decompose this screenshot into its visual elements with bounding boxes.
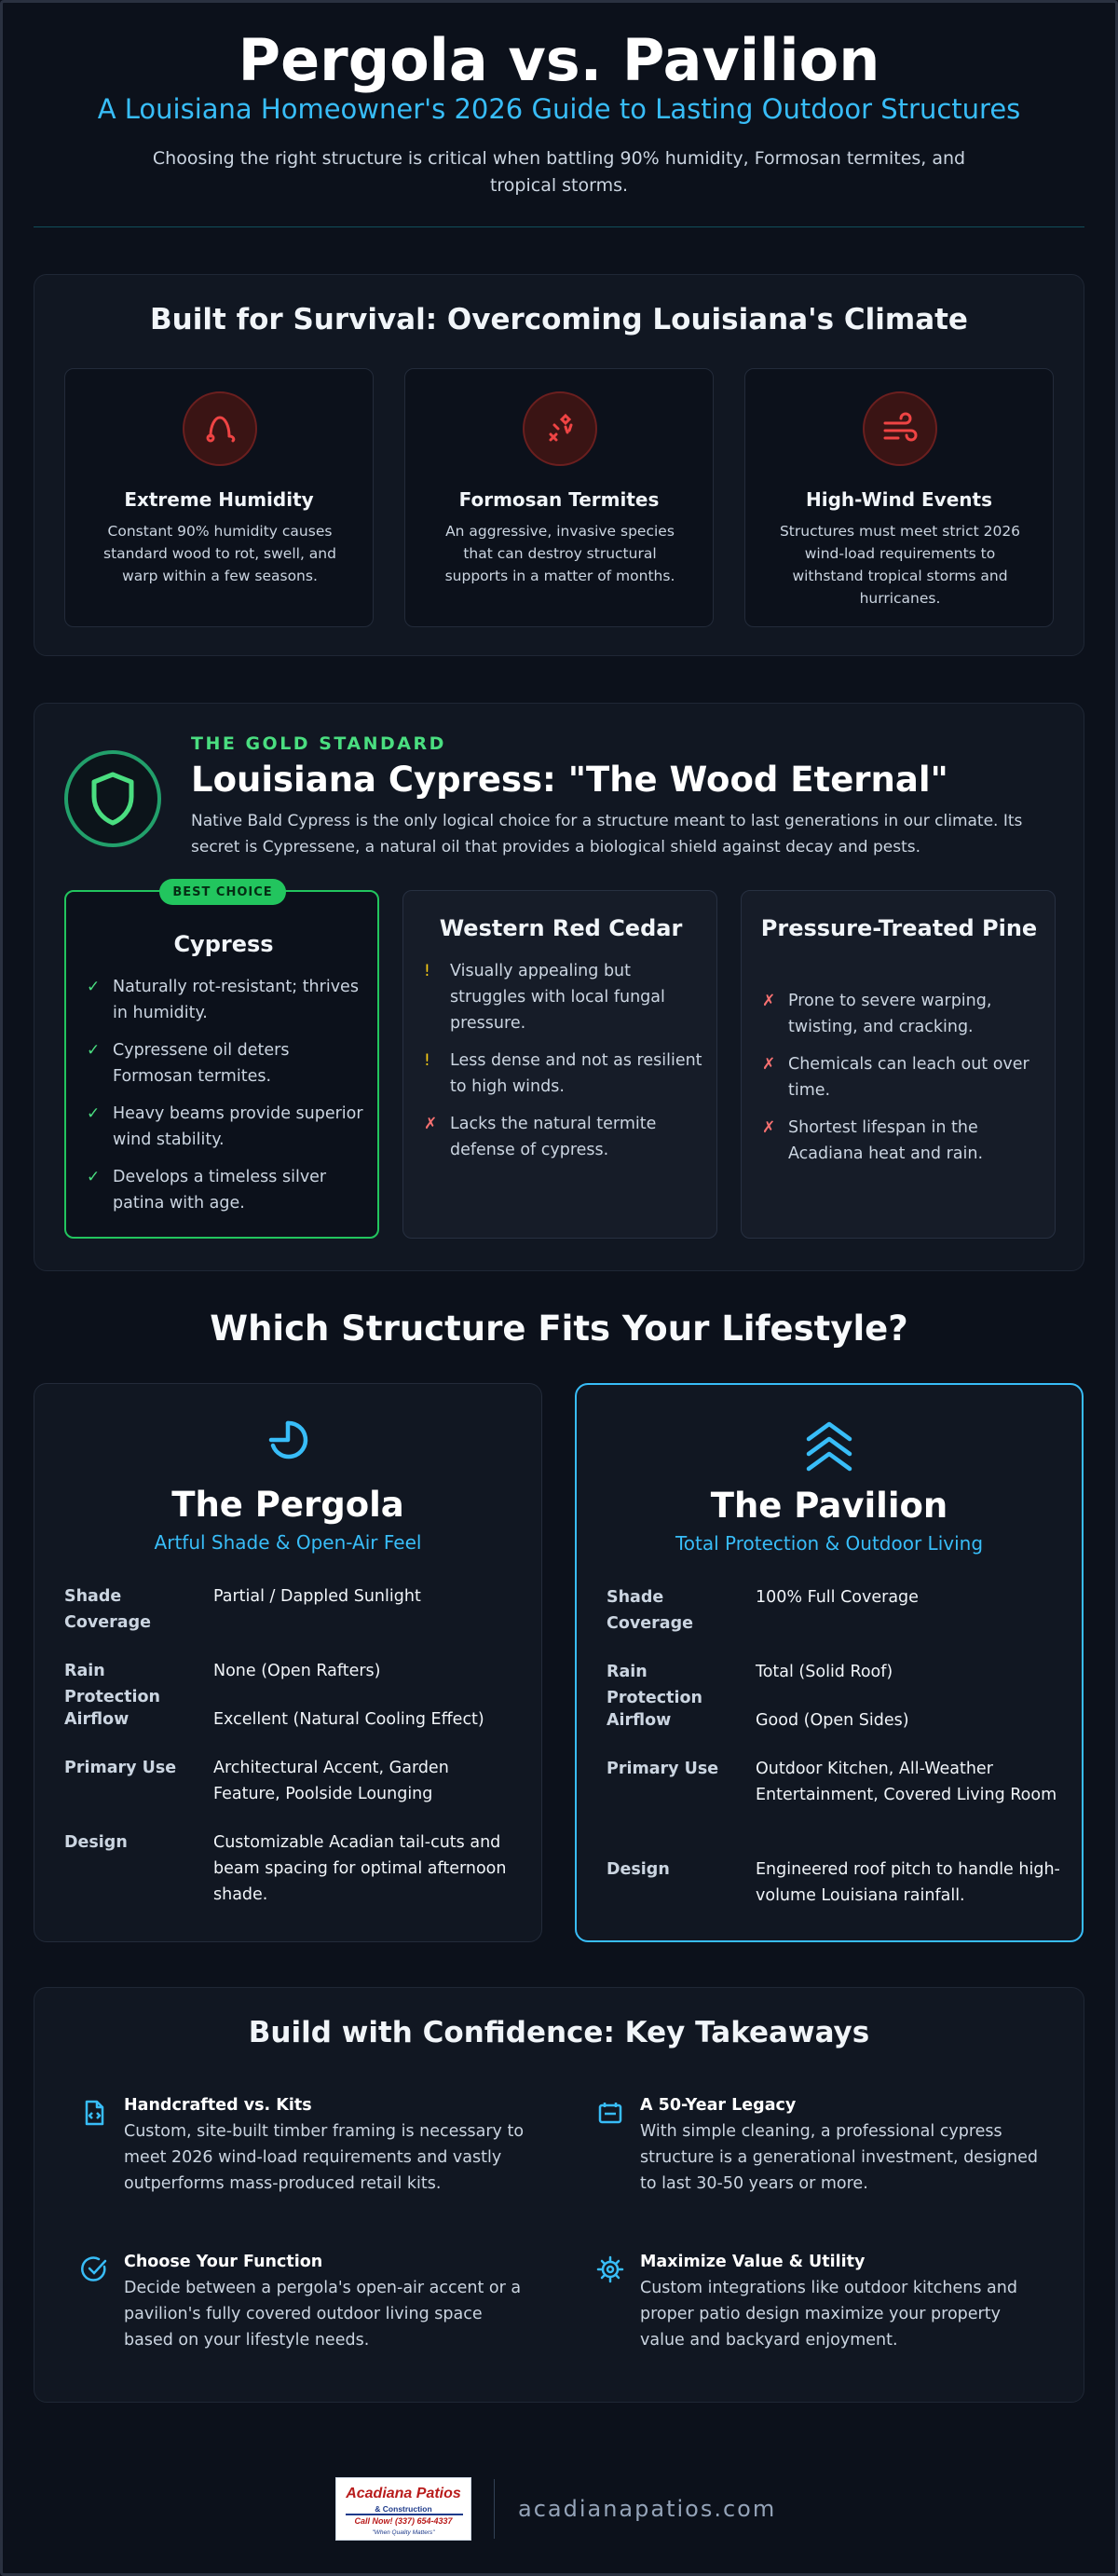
spec-value: Outdoor Kitchen, All-Weather Entertainment, Covered Living Room	[756, 1760, 1057, 1804]
spec-value: Customizable Acadian tail-cuts and beam spacing for optimal afternoon shade.	[213, 1833, 507, 1904]
company-logo: Acadiana Patios & Construction Call Now! (337) 654-4337 "When Quality Matters"	[335, 2477, 471, 2541]
spec-label: Airflow	[607, 1711, 672, 1730]
list-item: ✓ Naturally rot-resistant; thrives in humidity.	[87, 974, 366, 1026]
humidity-icon	[183, 391, 257, 466]
footer-divider	[494, 2479, 495, 2539]
climate-card-humidity	[64, 368, 374, 627]
spec-label: Shade Coverage	[607, 1588, 693, 1633]
takeaway-desc: Decide between a pergola's open-air accent or a pavilion's fully covered outdoor living space based on your lifestyle needs.	[124, 2279, 522, 2350]
wood-card-cedar	[402, 890, 717, 1239]
file-code-icon	[79, 2098, 109, 2128]
check-circle-icon	[79, 2254, 109, 2284]
wood-cons-list	[424, 958, 703, 1174]
climate-panel	[34, 274, 1084, 656]
spec-value: Architectural Accent, Garden Feature, Poolside Lounging	[213, 1759, 449, 1803]
page-intro: Choosing the right structure is critical when battling 90% humidity, Formosan termites, and tropical storms.	[152, 148, 966, 196]
spec-value: 100% Full Coverage	[756, 1588, 919, 1607]
calendar-icon	[595, 2098, 625, 2128]
wood-cons-list	[762, 988, 1042, 1178]
spec-label: Design	[64, 1833, 128, 1852]
website-link[interactable]: acadianapatios.com	[518, 2496, 777, 2522]
check-icon: ✓	[87, 1104, 101, 1123]
cross-icon: ✗	[762, 1118, 776, 1137]
spec-label: Design	[607, 1860, 670, 1879]
pavilion-icon	[577, 1418, 1082, 1474]
takeaway-desc: Custom, site-built timber framing is necessary to meet 2026 wind-load requirements and vastly outperforms mass-produced retail kits.	[124, 2122, 525, 2193]
pavilion-name: The Pavilion	[710, 1486, 948, 1526]
climate-title: Built for Survival: Overcoming Louisiana's Climate	[150, 303, 968, 336]
spec-value: Good (Open Sides)	[756, 1711, 909, 1730]
cross-icon: ✗	[762, 992, 776, 1010]
pergola-icon	[34, 1418, 541, 1462]
pergola-card	[34, 1383, 542, 1942]
warning-icon: !	[424, 1051, 430, 1070]
climate-card-title: Extreme Humidity	[124, 488, 314, 511]
wood-name: Western Red Cedar	[439, 915, 683, 941]
shield-icon	[64, 750, 161, 847]
gear-icon	[595, 2254, 625, 2284]
spec-label: Primary Use	[607, 1760, 719, 1778]
takeaway-title: Maximize Value & Utility	[640, 2253, 866, 2271]
cypress-eyebrow: THE GOLD STANDARD	[191, 733, 446, 754]
takeaways-title: Build with Confidence: Key Takeaways	[248, 2016, 870, 2049]
spec-label: Primary Use	[64, 1759, 177, 1777]
wood-card-cypress	[64, 884, 379, 1239]
wind-icon	[863, 391, 937, 466]
takeaway-title: Handcrafted vs. Kits	[124, 2096, 312, 2115]
climate-card-desc: Constant 90% humidity causes standard wood to rot, swell, and warp within a few seasons.	[103, 523, 336, 584]
check-icon: ✓	[87, 978, 101, 996]
spec-label: Rain Protection	[607, 1663, 702, 1707]
list-item: ✗ Shortest lifespan in the Acadiana heat and rain.	[762, 1115, 1042, 1167]
wood-name: Cypress	[173, 931, 274, 957]
wood-name: Pressure-Treated Pine	[760, 915, 1038, 941]
termite-icon	[523, 391, 597, 466]
takeaways-panel	[34, 1987, 1084, 2403]
climate-card-desc: An aggressive, invasive species that can destroy structural supports in a matter of months.	[444, 523, 675, 584]
climate-card-title: Formosan Termites	[458, 488, 660, 511]
page-subtitle: A Louisiana Homeowner's 2026 Guide to Lasting Outdoor Structures	[97, 93, 1021, 125]
list-item: ✓ Heavy beams provide superior wind stability.	[87, 1101, 366, 1153]
takeaway-title: A 50-Year Legacy	[640, 2096, 797, 2115]
pavilion-card	[575, 1383, 1084, 1942]
cross-icon: ✗	[762, 1055, 776, 1074]
spec-value: None (Open Rafters)	[213, 1662, 381, 1680]
page-header	[0, 0, 1118, 229]
list-item: ✗ Chemicals can leach out over time.	[762, 1051, 1042, 1103]
cross-icon: ✗	[424, 1115, 438, 1133]
best-choice-badge: BEST CHOICE	[159, 879, 286, 905]
wood-card-pine	[741, 890, 1056, 1239]
climate-card-wind	[744, 368, 1054, 627]
check-icon: ✓	[87, 1168, 101, 1186]
cypress-panel	[34, 703, 1084, 1271]
climate-card-title: High-Wind Events	[806, 488, 992, 511]
spec-value: Total (Solid Roof)	[756, 1663, 893, 1681]
list-item: ✓ Develops a timeless silver patina with age.	[87, 1164, 366, 1216]
spec-label: Airflow	[64, 1710, 130, 1729]
list-item: ✗ Prone to severe warping, twisting, and cracking.	[762, 988, 1042, 1040]
spec-label: Shade Coverage	[64, 1587, 151, 1632]
takeaway-desc: With simple cleaning, a professional cypress structure is a generational investment, designed to last 30-50 years or more.	[640, 2122, 1039, 2193]
climate-card-termites	[404, 368, 714, 627]
wood-pros-list	[87, 974, 366, 1227]
lifestyle-title: Which Structure Fits Your Lifestyle?	[210, 1309, 908, 1349]
list-item: ! Visually appealing but struggles with local fungal pressure.	[424, 958, 703, 1036]
pavilion-tagline: Total Protection & Outdoor Living	[675, 1532, 984, 1555]
takeaway-desc: Custom integrations like outdoor kitchens and proper patio design maximize your property value and backyard enjoyment.	[640, 2279, 1017, 2350]
list-item: ! Less dense and not as resilient to high winds.	[424, 1048, 703, 1100]
climate-card-desc: Structures must meet strict 2026 wind-load requirements to withstand tropical storms and hurricanes.	[779, 523, 1021, 607]
list-item: ✓ Cypressene oil deters Formosan termites.	[87, 1037, 366, 1089]
spec-value: Partial / Dappled Sunlight	[213, 1587, 421, 1606]
header-divider	[34, 226, 1084, 227]
cypress-title: Louisiana Cypress: "The Wood Eternal"	[191, 760, 948, 800]
page-title: Pergola vs. Pavilion	[238, 26, 880, 94]
list-item: ✗ Lacks the natural termite defense of cypress.	[424, 1111, 703, 1163]
spec-value: Engineered roof pitch to handle high-volume Louisiana rainfall.	[756, 1860, 1060, 1905]
pergola-tagline: Artful Shade & Open-Air Feel	[154, 1531, 422, 1554]
cypress-desc: Native Bald Cypress is the only logical choice for a structure meant to last generations in our climate. Its secret is Cypressene, a natural oil that provides a biological shield against decay and pests.	[191, 812, 1023, 856]
warning-icon: !	[424, 962, 430, 980]
spec-label: Rain Protection	[64, 1662, 160, 1706]
takeaway-title: Choose Your Function	[124, 2253, 323, 2271]
check-icon: ✓	[87, 1041, 101, 1060]
spec-value: Excellent (Natural Cooling Effect)	[213, 1710, 484, 1729]
pergola-name: The Pergola	[171, 1485, 404, 1525]
